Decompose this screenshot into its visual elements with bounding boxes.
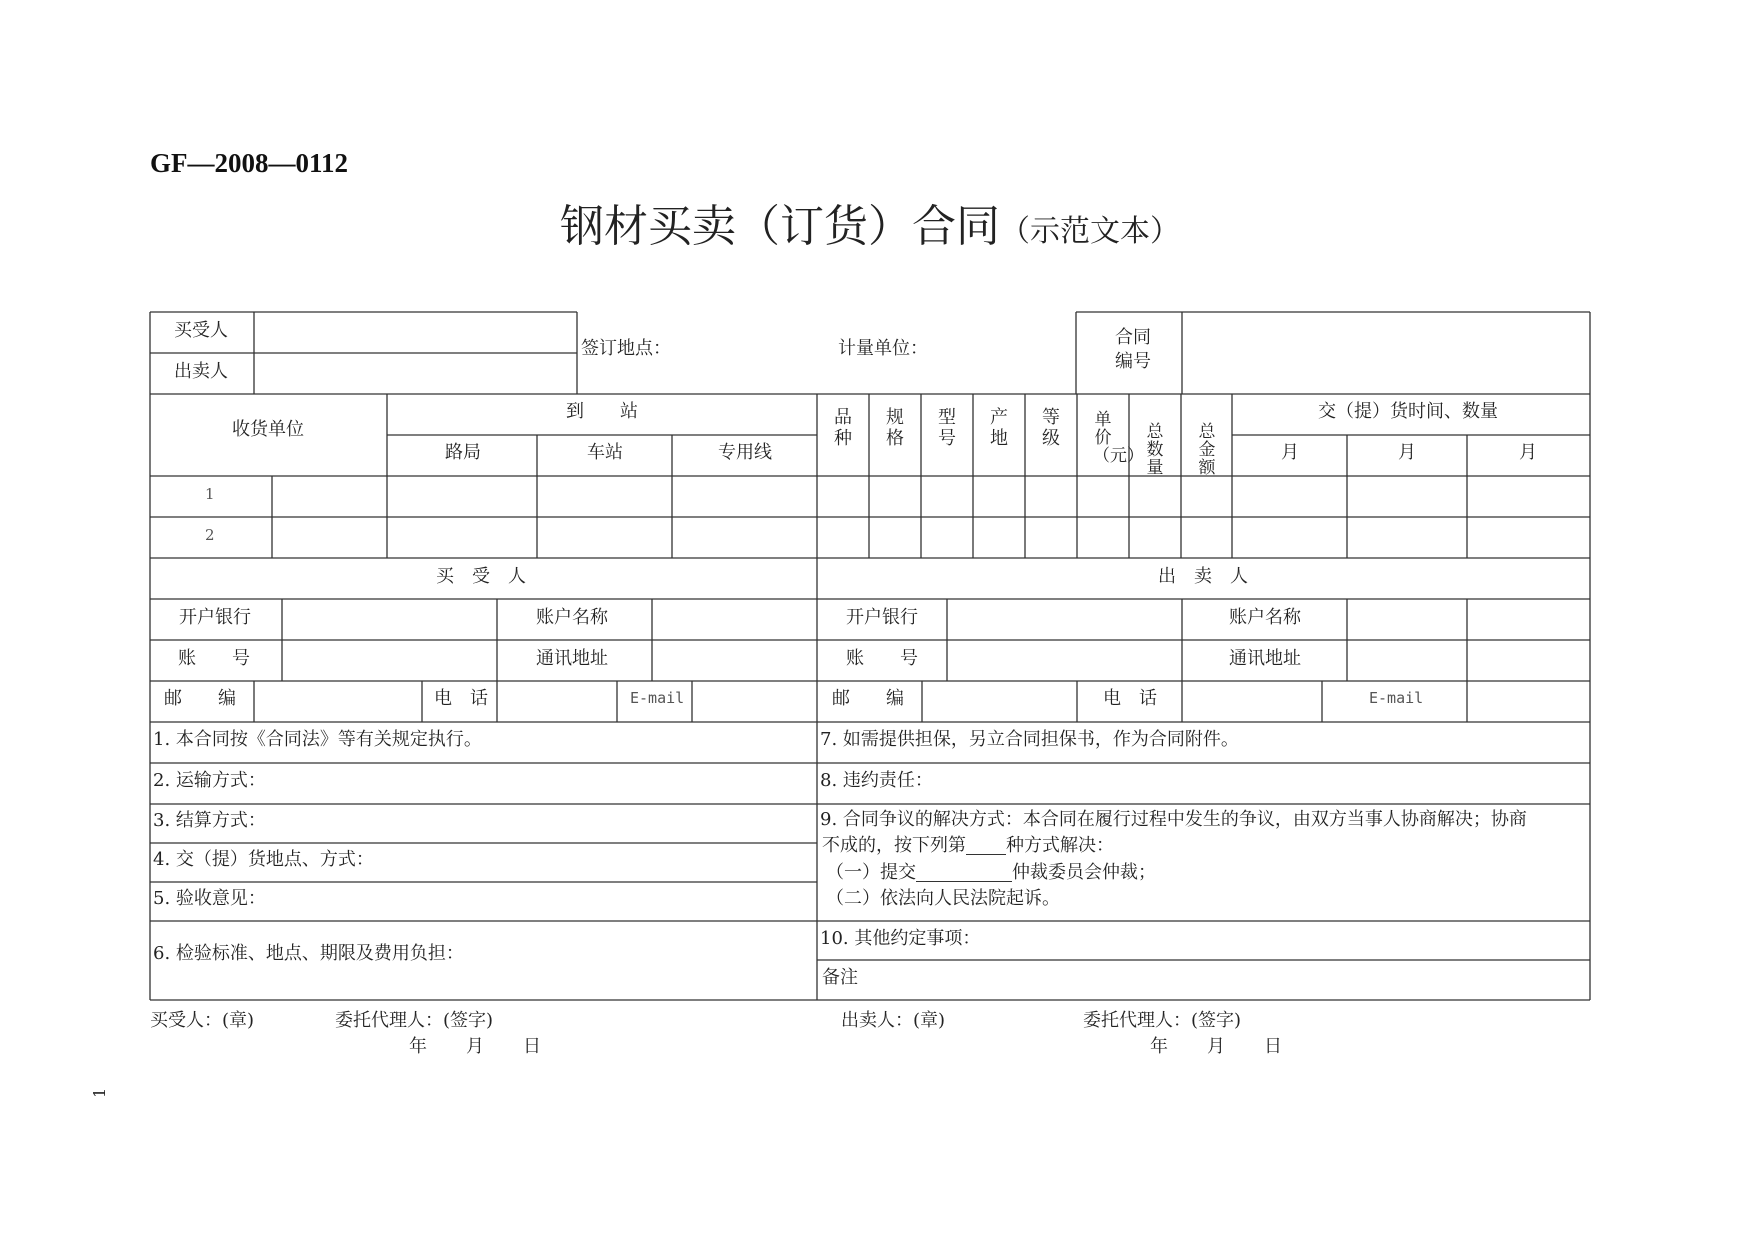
seller-phone-label: 电 话 <box>1103 688 1157 709</box>
seller-seal-label: 出卖人：(章) <box>841 1010 946 1031</box>
seller-address-label: 通讯地址 <box>1229 648 1301 669</box>
buyer-date-day: 日 <box>523 1036 541 1057</box>
buyer-agent-label: 委托代理人：(签字) <box>335 1010 494 1031</box>
origin-header: 产地 <box>990 407 1008 449</box>
buyer-date-month: 月 <box>466 1036 484 1057</box>
seller-bank-label: 开户银行 <box>846 607 918 628</box>
title-subtitle: （示范文本） <box>1000 214 1180 249</box>
term-6: 6. 检验标准、地点、期限及费用负担： <box>153 943 464 964</box>
term-9-line1: 9. 合同争议的解决方式：本合同在履行过程中发生的争议，由双方当事人协商解决；协商 <box>820 809 1527 830</box>
buyer-postcode-label: 邮 编 <box>164 688 236 709</box>
sign-place-label: 签订地点： <box>581 338 671 359</box>
buyer-date-year: 年 <box>409 1036 427 1057</box>
title-main: 钢材买卖（订货）合同 <box>560 201 1000 252</box>
row-number-2: 2 <box>205 526 215 544</box>
model-header: 型号 <box>938 407 956 449</box>
term-9-option-1-a: （一）提交 <box>826 862 916 883</box>
buyer-label: 买受人 <box>174 320 228 341</box>
arrival-station-header: 到 站 <box>566 401 638 422</box>
seller-account-no-label: 账 号 <box>846 648 918 669</box>
seller-date-day: 日 <box>1264 1036 1282 1057</box>
seller-agent-label: 委托代理人：(签字) <box>1083 1010 1242 1031</box>
seller-date-year: 年 <box>1150 1036 1168 1057</box>
buyer-account-name-label: 账户名称 <box>536 607 608 628</box>
unit-price-header: 单价（元） <box>1093 410 1144 466</box>
spec-header: 规格 <box>886 407 904 449</box>
row-number-1: 1 <box>205 485 215 503</box>
term-9-line2-a: 不成的，按下列第 <box>822 835 966 856</box>
seller-postcode-label: 邮 编 <box>832 688 904 709</box>
term-3: 3. 结算方式： <box>153 810 266 831</box>
buyer-address-label: 通讯地址 <box>536 648 608 669</box>
month-2-header: 月 <box>1398 442 1416 463</box>
page-number: 1 <box>90 1087 109 1098</box>
station-header: 车站 <box>587 442 623 463</box>
buyer-bank-label: 开户银行 <box>179 607 251 628</box>
seller-section-header: 出 卖 人 <box>1158 566 1248 587</box>
seller-account-name-label: 账户名称 <box>1229 607 1301 628</box>
month-1-header: 月 <box>1281 442 1299 463</box>
variety-header: 品种 <box>834 407 852 449</box>
buyer-name-field[interactable] <box>255 313 576 352</box>
term-8: 8. 违约责任： <box>820 770 933 791</box>
remarks-label: 备注 <box>822 967 858 988</box>
seller-email-label: E-mail <box>1369 689 1424 707</box>
term-9-option-1-b: 仲裁委员会仲裁； <box>1012 862 1156 883</box>
buyer-seal-label: 买受人：(章) <box>150 1010 255 1031</box>
term-9-line2 <box>822 836 1114 855</box>
document-code: GF—2008—0112 <box>150 148 349 178</box>
road-bureau-header: 路局 <box>445 442 481 463</box>
term-9-option-1 <box>826 863 1156 882</box>
contract-no-field[interactable] <box>1183 313 1589 393</box>
seller-name-field[interactable] <box>255 354 576 393</box>
measure-unit-label: 计量单位： <box>838 338 928 359</box>
buyer-section-header: 买 受 人 <box>436 566 526 587</box>
buyer-email-label: E-mail <box>630 689 685 707</box>
term-4: 4. 交（提）货地点、方式： <box>153 849 374 870</box>
total-amount-header: 总金额 <box>1198 422 1216 478</box>
contract-no-label-line2: 编号 <box>1115 351 1151 372</box>
buyer-account-no-label: 账 号 <box>178 648 250 669</box>
term-9-line2-b: 种方式解决： <box>1006 835 1114 856</box>
seller-date-month: 月 <box>1207 1036 1225 1057</box>
receiver-unit-header: 收货单位 <box>232 419 304 440</box>
month-3-header: 月 <box>1519 442 1537 463</box>
seller-label: 出卖人 <box>174 361 228 382</box>
private-line-header: 专用线 <box>718 442 772 463</box>
term-2: 2. 运输方式： <box>153 770 266 791</box>
term-7: 7. 如需提供担保，另立合同担保书，作为合同附件。 <box>820 729 1239 750</box>
grade-header: 等级 <box>1042 407 1060 449</box>
delivery-time-header: 交（提）货时间、数量 <box>1318 401 1498 422</box>
arbitration-committee-blank[interactable] <box>916 863 1012 882</box>
term-1: 1. 本合同按《合同法》等有关规定执行。 <box>153 729 482 750</box>
term-9-option-2: （二）依法向人民法院起诉。 <box>826 888 1060 909</box>
contract-no-label-line1: 合同 <box>1115 327 1151 348</box>
total-quantity-header: 总数量 <box>1146 422 1164 478</box>
option-number-blank[interactable] <box>966 836 1006 855</box>
term-5: 5. 验收意见： <box>153 888 266 909</box>
term-10: 10. 其他约定事项： <box>820 928 981 949</box>
buyer-phone-label: 电 话 <box>434 688 488 709</box>
